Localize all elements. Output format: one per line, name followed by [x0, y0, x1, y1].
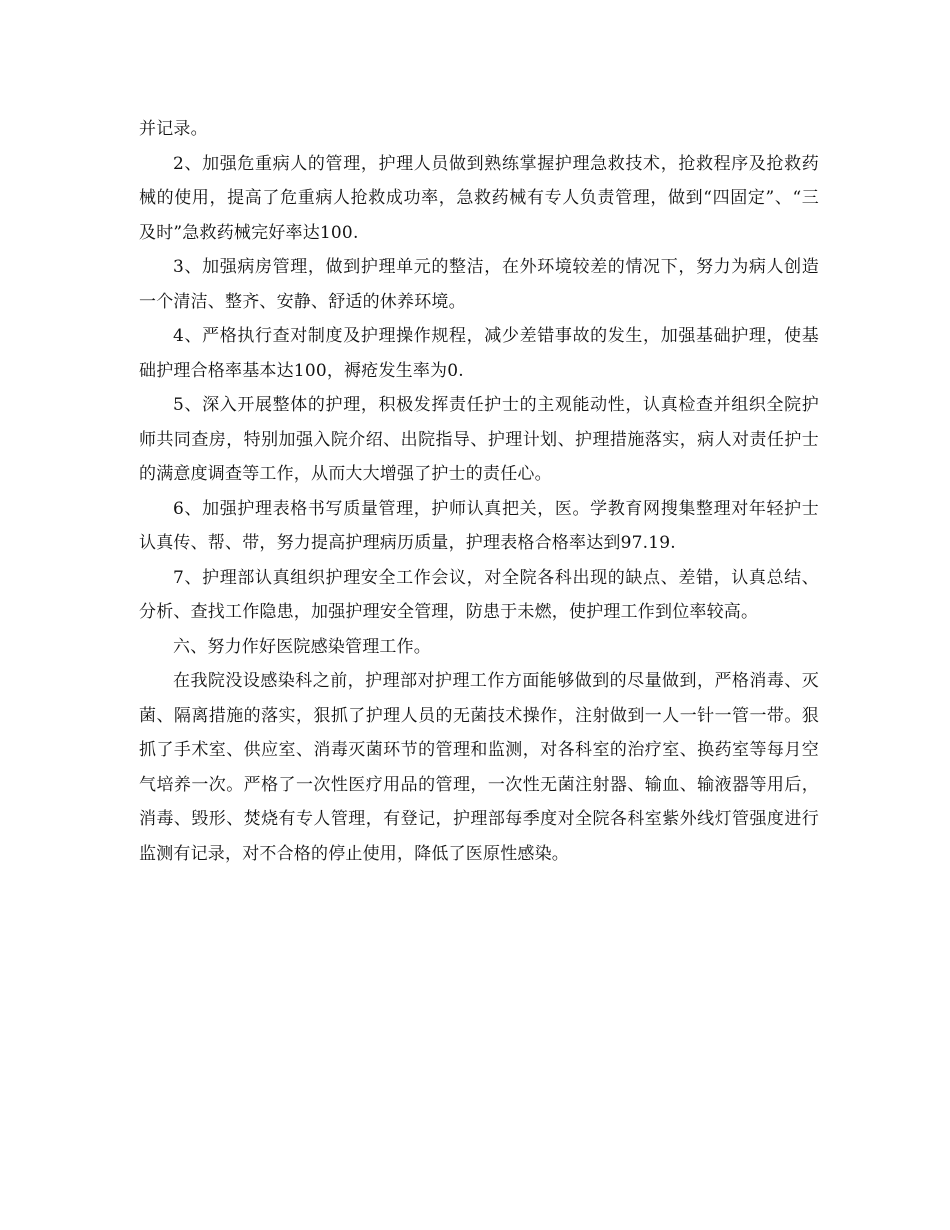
paragraph-item-6: 6、加强护理表格书写质量管理，护师认真把关，医。学教育网搜集整理对年轻护士认真传、帮、带，努力提高护理病历质量，护理表格合格率达到97.19. [139, 498, 819, 553]
paragraph-item-3: 3、加强病房管理，做到护理单元的整洁，在外环境较差的情况下，努力为病人创造一个清洁、整齐、安静、舒适的休养环境。 [139, 257, 819, 312]
paragraph-item-7: 7、护理部认真组织护理安全工作会议，对全院各科出现的缺点、差错，认真总结、分析、查找工作隐患，加强护理安全管理，防患于未燃，使护理工作到位率较高。 [139, 567, 819, 622]
paragraph-item-4: 4、严格执行查对制度及护理操作规程，减少差错事故的发生，加强基础护理，使基础护理合格率基本达100，褥疮发生率为0. [139, 326, 819, 381]
paragraph-item-5: 5、深入开展整体的护理，积极发挥责任护士的主观能动性，认真检查并组织全院护师共同查房，特别加强入院介绍、出院指导、护理计划、护理措施落实，病人对责任护士的满意度调查等工作，从而大大增强了护士的责任心。 [139, 395, 819, 484]
paragraph-continuation: 并记录。 [139, 119, 208, 139]
paragraph-infection-control: 在我院没设感染科之前，护理部对护理工作方面能够做到的尽量做到，严格消毒、灭菌、隔离措施的落实，狠抓了护理人员的无菌技术操作，注射做到一人一针一管一带。狠抓了手术室、供应室、消毒灭菌环节的管理和监测，对各科室的治疗室、换药室等每月空气培养一次。严格了一次性医疗用品的管理，一次性无菌注射器、输血、输液器等用后，消毒、毁形、焚烧有专人管理，有登记，护理部每季度对全院各科室紫外线灯管强度进行监测有记录，对不合格的停止使用，降低了医原性感染。 [139, 671, 819, 864]
document-body [139, 112, 819, 871]
paragraph-item-2: 2、加强危重病人的管理，护理人员做到熟练掌握护理急救技术，抢救程序及抢救药械的使用，提高了危重病人抢救成功率，急救药械有专人负责管理，做到“四固定”、“三及时”急救药械完好率达100. [139, 153, 819, 243]
section-heading-6: 六、努力作好医院感染管理工作。 [173, 636, 431, 657]
